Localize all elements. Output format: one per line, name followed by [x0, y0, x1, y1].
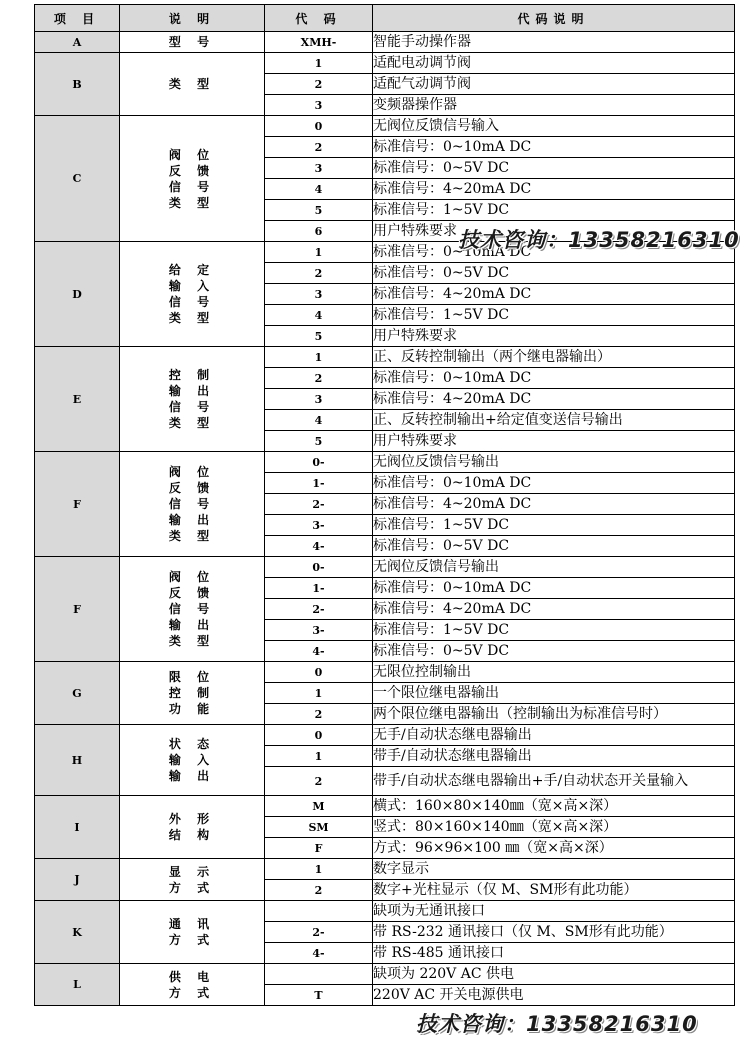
desc-cell: [120, 53, 265, 116]
item-cell: J: [35, 859, 120, 901]
code-desc-cell: 标准信号：0~5V DC: [373, 536, 735, 557]
desc-cell: [120, 964, 265, 1006]
desc-line: 输 出: [168, 384, 216, 398]
code-desc-cell: 数字+光柱显示（仅 M、SM形有此功能）: [373, 880, 735, 901]
code-desc-cell: 标准信号：0~10mA DC: [373, 368, 735, 389]
code-cell: 2-: [265, 599, 373, 620]
code-cell: 1: [265, 859, 373, 880]
desc-line: 功 能: [168, 702, 216, 716]
desc-cell: [120, 796, 265, 859]
desc-line: 类 型: [168, 311, 216, 325]
code-cell: 5: [265, 326, 373, 347]
code-desc-cell: 无阀位反馈信号输出: [373, 452, 735, 473]
code-cell: 2-: [265, 922, 373, 943]
code-desc-cell: 标准信号：1~5V DC: [373, 200, 735, 221]
code-desc-cell: 标准信号：4~20mA DC: [373, 284, 735, 305]
desc-line: 给 定: [168, 263, 216, 277]
desc-line: 信 号: [168, 400, 216, 414]
table-row: [35, 557, 735, 578]
code-desc-cell: 标准信号：4~20mA DC: [373, 494, 735, 515]
table-row: [35, 859, 735, 880]
item-cell: B: [35, 53, 120, 116]
desc-line: 类 型: [168, 416, 216, 430]
code-cell: 4-: [265, 943, 373, 964]
desc-line: 方 式: [168, 985, 216, 1000]
code-desc-cell: 无手/自动状态继电器输出: [373, 725, 735, 746]
desc-line: 阀 位: [168, 147, 216, 162]
code-cell: 2: [265, 137, 373, 158]
code-desc-cell: 标准信号：0~10mA DC: [373, 137, 735, 158]
code-desc-cell: 无限位控制输出: [373, 662, 735, 683]
code-desc-cell: 缺项为无通讯接口: [373, 901, 735, 922]
desc-line: 通 讯: [168, 917, 216, 931]
code-cell: M: [265, 796, 373, 817]
code-cell: 3: [265, 158, 373, 179]
desc-line: 信 号: [168, 602, 216, 616]
code-desc-cell: 无阀位反馈信号输出: [373, 557, 735, 578]
table-row: [35, 452, 735, 473]
code-cell: XMH-: [265, 32, 373, 53]
code-cell: 2: [265, 74, 373, 95]
code-cell: 5: [265, 431, 373, 452]
code-cell: 1: [265, 683, 373, 704]
desc-cell: [120, 242, 265, 347]
header-desc: 说 明: [120, 5, 265, 32]
desc-line: 输 入: [168, 279, 216, 293]
code-desc-cell: 正、反转控制输出+给定值变送信号输出: [373, 410, 735, 431]
item-cell: F: [35, 452, 120, 557]
code-desc-cell: 标准信号：0~5V DC: [373, 158, 735, 179]
code-desc-cell: 一个限位继电器输出: [373, 683, 735, 704]
desc-line: 控 制: [168, 368, 216, 382]
desc-cell: [120, 116, 265, 242]
code-cell: 4-: [265, 641, 373, 662]
item-cell: F: [35, 557, 120, 662]
code-cell: 0-: [265, 452, 373, 473]
code-desc-cell: 用户特殊要求: [373, 326, 735, 347]
desc-line: 方 式: [168, 880, 216, 895]
code-desc-cell: 适配电动调节阀: [373, 53, 735, 74]
code-desc-cell: 带手/自动状态继电器输出: [373, 746, 735, 767]
code-desc-cell: 两个限位继电器输出（控制输出为标准信号时）: [373, 704, 735, 725]
desc-cell: [120, 901, 265, 964]
header-row: [35, 5, 735, 32]
desc-cell: [120, 859, 265, 901]
code-desc-cell: 带 RS-485 通讯接口: [373, 943, 735, 964]
item-cell: H: [35, 725, 120, 796]
desc-line: 外 形: [168, 812, 216, 826]
code-desc-cell: 标准信号：0~10mA DC: [373, 242, 735, 263]
desc-cell: [120, 725, 265, 796]
desc-line: 类 型: [168, 77, 216, 91]
item-cell: L: [35, 964, 120, 1006]
code-desc-cell: 变频器操作器: [373, 95, 735, 116]
desc-cell: [120, 347, 265, 452]
code-cell: 1: [265, 347, 373, 368]
code-cell: 6: [265, 221, 373, 242]
table-row: [35, 725, 735, 746]
desc-line: 显 示: [168, 864, 216, 879]
code-desc-cell: 适配气动调节阀: [373, 74, 735, 95]
code-cell: 3-: [265, 620, 373, 641]
table-row: [35, 796, 735, 817]
code-cell: 3: [265, 284, 373, 305]
header-item: 项 目: [35, 5, 120, 32]
code-desc-cell: 智能手动操作器: [373, 32, 735, 53]
desc-line: 型 号: [168, 35, 216, 49]
table-row: [35, 32, 735, 53]
code-cell: 4: [265, 179, 373, 200]
desc-line: 输 入: [168, 753, 216, 767]
code-cell: 0: [265, 725, 373, 746]
desc-line: 类 型: [168, 529, 216, 543]
code-desc-cell: 标准信号：0~10mA DC: [373, 578, 735, 599]
watermark-phone: 技术咨询：13358216310: [458, 228, 740, 252]
code-desc-cell: 标准信号：1~5V DC: [373, 515, 735, 536]
table-row: [35, 53, 735, 74]
desc-line: 类 型: [168, 634, 216, 648]
code-cell: SM: [265, 817, 373, 838]
code-cell: 1: [265, 746, 373, 767]
watermark-phone-bottom: 技术咨询：13358216310: [416, 1012, 698, 1036]
desc-line: 信 号: [168, 179, 216, 194]
code-cell: 5: [265, 200, 373, 221]
table-row: [35, 901, 735, 922]
code-desc-cell: 标准信号：1~5V DC: [373, 620, 735, 641]
code-cell: 4: [265, 410, 373, 431]
code-desc-cell: 标准信号：1~5V DC: [373, 305, 735, 326]
desc-line: 限 位: [168, 670, 216, 684]
code-desc-cell: 标准信号：0~10mA DC: [373, 473, 735, 494]
code-desc-cell: 标准信号：4~20mA DC: [373, 599, 735, 620]
code-desc-cell: 正、反转控制输出（两个继电器输出）: [373, 347, 735, 368]
desc-line: 输 出: [168, 618, 216, 632]
desc-line: 控 制: [168, 686, 216, 700]
desc-line: 方 式: [168, 933, 216, 947]
code-cell: 0: [265, 116, 373, 137]
code-desc-cell: 220V AC 开关电源供电: [373, 985, 735, 1006]
desc-line: 输 出: [168, 513, 216, 527]
code-cell: F: [265, 838, 373, 859]
code-cell: 2: [265, 263, 373, 284]
code-desc-cell: 带手/自动状态继电器输出+手/自动状态开关量输入: [373, 767, 735, 796]
code-cell: 1: [265, 242, 373, 263]
desc-line: 供 电: [168, 969, 216, 984]
table-row: [35, 964, 735, 985]
code-cell: 3: [265, 95, 373, 116]
table-row: [35, 662, 735, 683]
code-cell: 2: [265, 767, 373, 796]
code-cell: 0: [265, 662, 373, 683]
code-cell: 2: [265, 880, 373, 901]
code-cell: 1: [265, 53, 373, 74]
code-desc-cell: 带 RS-232 通讯接口（仅 M、SM形有此功能）: [373, 922, 735, 943]
item-cell: C: [35, 116, 120, 242]
code-desc-cell: 无阀位反馈信号输入: [373, 116, 735, 137]
code-desc-cell: 数字显示: [373, 859, 735, 880]
item-cell: K: [35, 901, 120, 964]
code-desc-cell: 标准信号：4~20mA DC: [373, 389, 735, 410]
desc-cell: [120, 557, 265, 662]
desc-line: 反 馈: [168, 163, 216, 178]
code-cell: 4-: [265, 536, 373, 557]
desc-cell: [120, 452, 265, 557]
code-cell: 2: [265, 704, 373, 725]
code-desc-cell: 方式：96×96×100 ㎜（宽×高×深）: [373, 838, 735, 859]
code-cell: [265, 901, 373, 922]
desc-line: 反 馈: [168, 586, 216, 600]
code-desc-cell: 标准信号：0~5V DC: [373, 641, 735, 662]
item-cell: E: [35, 347, 120, 452]
desc-line: 结 构: [168, 828, 216, 842]
code-cell: 1-: [265, 473, 373, 494]
code-cell: [265, 964, 373, 985]
desc-line: 阀 位: [168, 570, 216, 584]
table-row: [35, 116, 735, 137]
code-desc-cell: 用户特殊要求: [373, 431, 735, 452]
item-cell: I: [35, 796, 120, 859]
item-cell: A: [35, 32, 120, 53]
desc-cell: [120, 662, 265, 725]
code-cell: 3: [265, 389, 373, 410]
code-desc-cell: 横式：160×80×140㎜（宽×高×深）: [373, 796, 735, 817]
desc-cell: [120, 32, 265, 53]
desc-line: 阀 位: [168, 465, 216, 479]
code-cell: 3-: [265, 515, 373, 536]
desc-line: 输 出: [168, 769, 216, 783]
item-cell: D: [35, 242, 120, 347]
code-cell: 2: [265, 368, 373, 389]
spec-table: [34, 4, 735, 1006]
item-cell: G: [35, 662, 120, 725]
code-cell: 4: [265, 305, 373, 326]
code-desc-cell: 竖式：80×160×140㎜（宽×高×深）: [373, 817, 735, 838]
code-cell: 2-: [265, 494, 373, 515]
desc-line: 类 型: [168, 195, 216, 210]
code-desc-cell: 标准信号：4~20mA DC: [373, 179, 735, 200]
desc-line: 反 馈: [168, 481, 216, 495]
table-row: [35, 347, 735, 368]
code-cell: 1-: [265, 578, 373, 599]
desc-line: 状 态: [168, 737, 216, 751]
desc-line: 信 号: [168, 295, 216, 309]
code-desc-cell: 缺项为 220V AC 供电: [373, 964, 735, 985]
desc-line: 信 号: [168, 497, 216, 511]
code-cell: T: [265, 985, 373, 1006]
header-code: 代 码: [265, 5, 373, 32]
code-cell: 0-: [265, 557, 373, 578]
code-desc-cell: 标准信号：0~5V DC: [373, 263, 735, 284]
code-desc-cell: 用户特殊要求: [373, 221, 735, 242]
header-code-desc: 代码说明: [373, 5, 735, 32]
